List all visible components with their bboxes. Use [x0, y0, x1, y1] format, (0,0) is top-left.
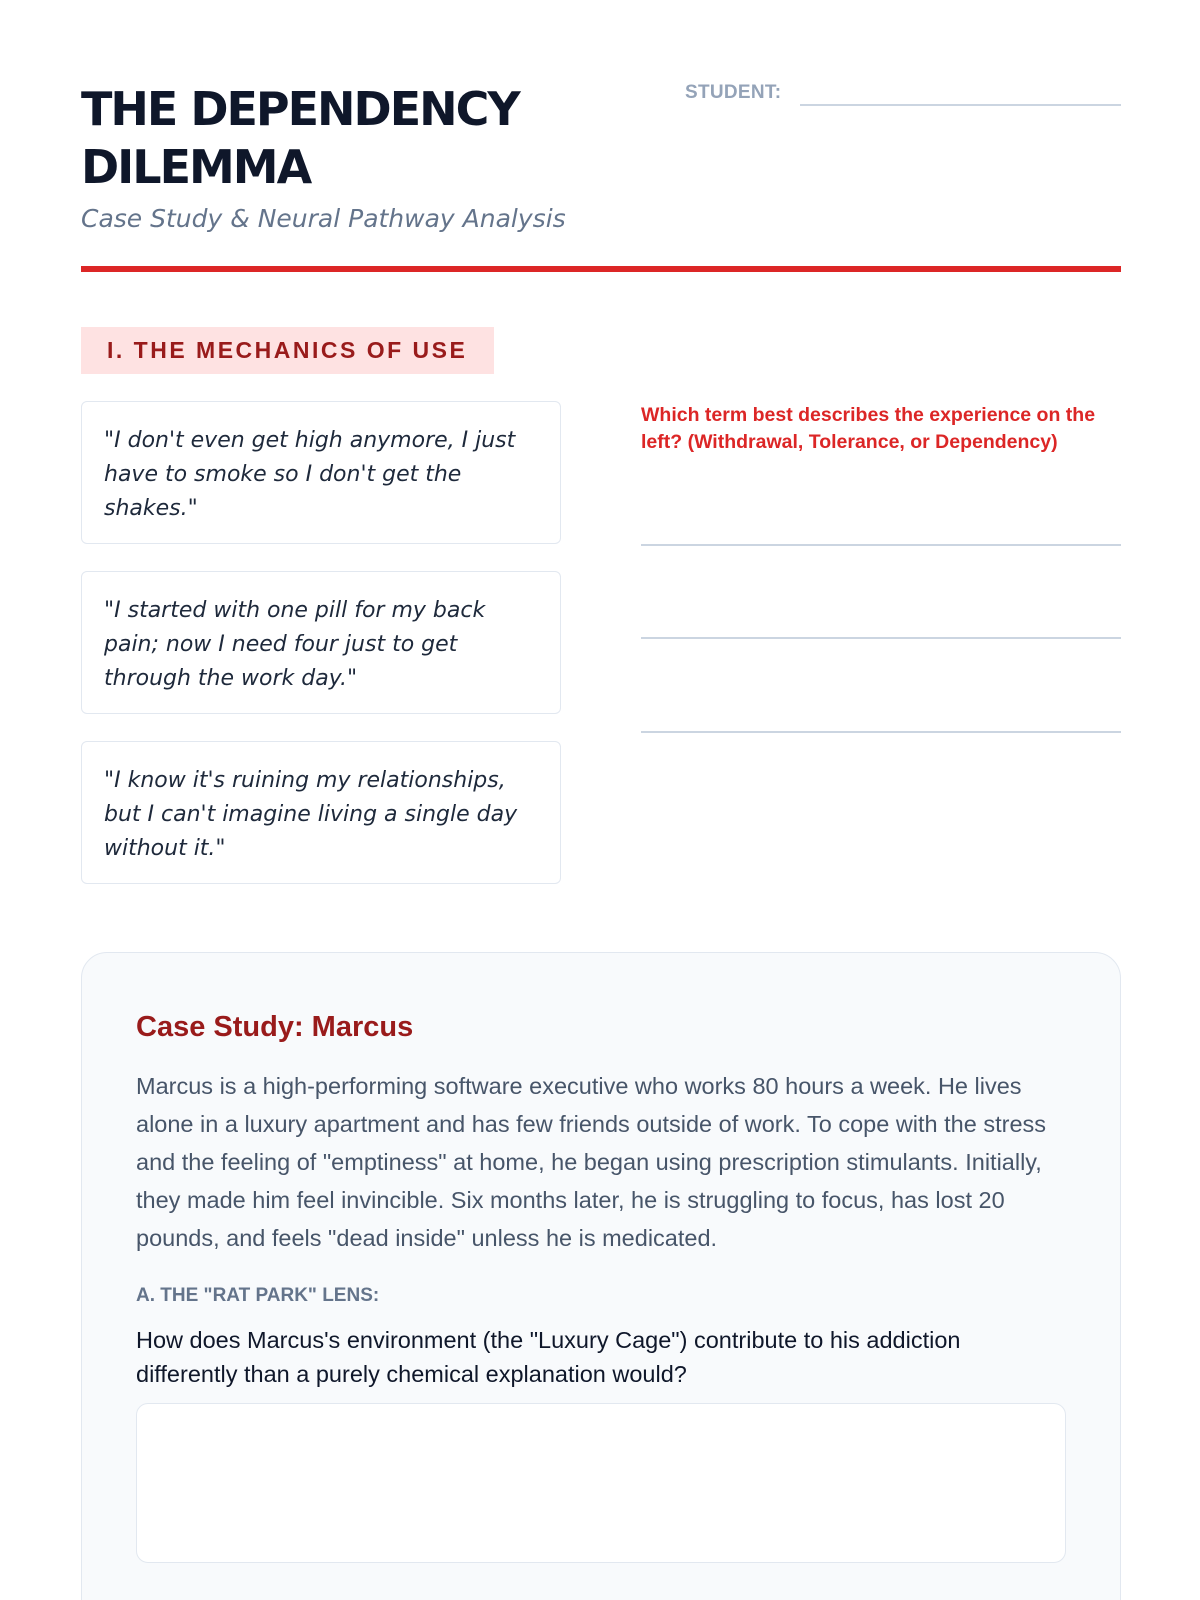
section-heading-mechanics: I. THE MECHANICS OF USE — [81, 327, 494, 374]
quote-card: "I know it's ruining my relationships, but I can't imagine living a single day without it." — [81, 741, 561, 884]
student-name-field[interactable] — [685, 82, 1121, 112]
answer-line-2[interactable] — [641, 637, 1121, 639]
student-label: STUDENT: — [685, 82, 782, 103]
rat-park-label: A. THE "RAT PARK" LENS: — [136, 1285, 380, 1306]
case-study-body: Marcus is a high-performing software executive who works 80 hours a week. He lives alone in a luxury apartment and has few friends outside of work. To cope with the stress and the feeling of "emptiness" at home, he began using prescription stimulants. Initially, they made him feel invincible. Six months later, he is struggling to focus, has lost 20 pounds, and feels "dead inside" unless he is medicated. — [136, 1073, 1047, 1251]
quote-card: "I started with one pill for my back pain; now I need four just to get through the work day." — [81, 571, 561, 714]
worksheet-page — [81, 0, 1121, 1600]
term-prompt: Which term best describes the experience on the left? (Withdrawal, Tolerance, or Dependency) — [641, 404, 1096, 453]
student-name-line[interactable] — [800, 104, 1121, 106]
page-title: THE DEPENDENCY DILEMMA — [81, 82, 519, 194]
rat-park-question: How does Marcus's environment (the "Luxury Cage") contribute to his addiction differently than a purely chemical explanation would? — [136, 1327, 961, 1387]
worksheet-header — [81, 80, 1121, 276]
page-subtitle: Case Study & Neural Pathway Analysis — [81, 204, 566, 233]
rat-park-answer-box[interactable] — [136, 1403, 1066, 1563]
quote-card: "I don't even get high anymore, I just have to smoke so I don't get the shakes." — [81, 401, 561, 544]
answer-line-3[interactable] — [641, 731, 1121, 733]
case-study-card — [81, 952, 1121, 1600]
answer-line-1[interactable] — [641, 544, 1121, 546]
case-study-title: Case Study: Marcus — [136, 1011, 414, 1043]
header-divider — [81, 266, 1121, 272]
